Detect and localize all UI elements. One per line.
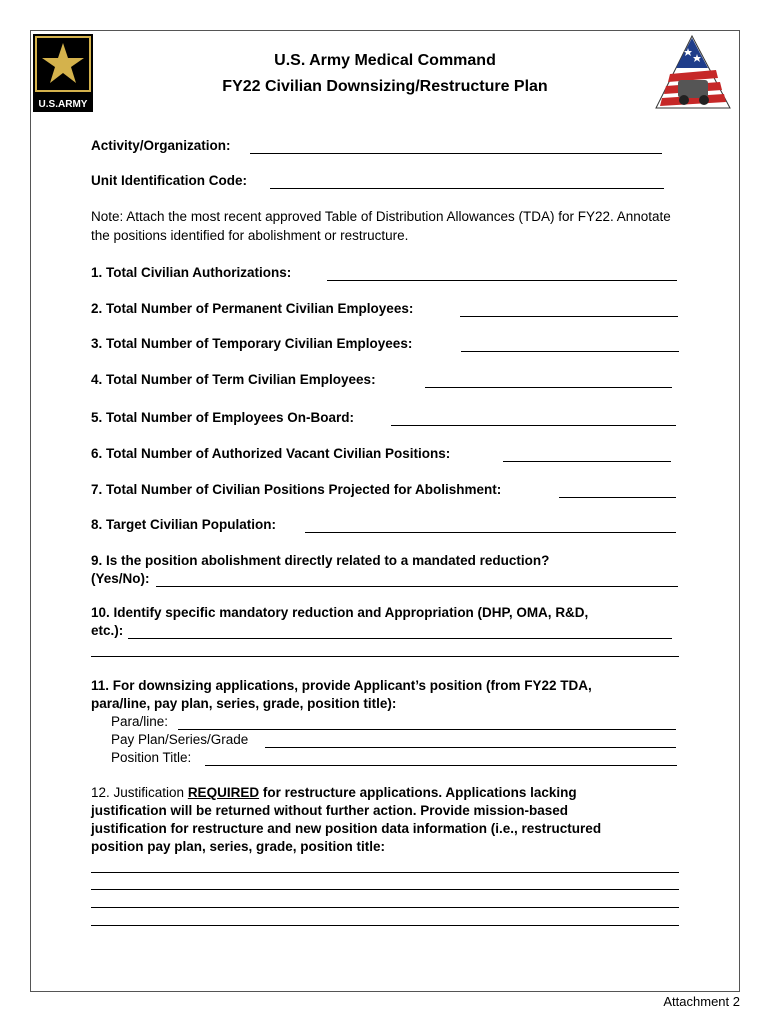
- army-logo-text: U.S.ARMY: [38, 99, 88, 110]
- required-text: REQUIRED: [187, 785, 260, 800]
- para-line-field[interactable]: [178, 729, 676, 730]
- pay-plan-field[interactable]: [265, 747, 676, 748]
- q12-number: 12. Justification: [91, 785, 188, 800]
- q10-question: 10. Identify specific mandatory reduction and Appropriation (DHP, OMA, R&D,: [91, 605, 589, 620]
- item-1-field[interactable]: [327, 280, 677, 281]
- attachment-label: Attachment 2: [663, 994, 740, 1009]
- item-2-field[interactable]: [460, 316, 678, 317]
- q12-field-1[interactable]: [91, 872, 679, 873]
- item-8-label: 8. Target Civilian Population:: [91, 517, 277, 532]
- item-8-field[interactable]: [305, 532, 676, 533]
- item-6-label: 6. Total Number of Authorized Vacant Civilian Positions:: [91, 446, 451, 461]
- item-3-label: 3. Total Number of Temporary Civilian Employees:: [91, 336, 413, 351]
- q9-question: 9. Is the position abolishment directly related to a mandated reduction?: [91, 553, 550, 568]
- item-7-label: 7. Total Number of Civilian Positions Projected for Abolishment:: [91, 482, 502, 497]
- q12-line-1: [91, 785, 577, 800]
- q12-line-3: justification for restructure and new position data information (i.e., restructured: [91, 821, 602, 836]
- q9-yes-no-label: (Yes/No):: [91, 571, 150, 586]
- army-star-logo-icon: [33, 34, 93, 114]
- item-4-label: 4. Total Number of Term Civilian Employees:: [91, 372, 376, 387]
- q10-field-1[interactable]: [128, 638, 672, 639]
- q12-line-4: position pay plan, series, grade, position title:: [91, 839, 386, 854]
- page-title: U.S. Army Medical Command: [274, 52, 496, 69]
- note-text: Note: Attach the most recent approved Table of Distribution Allowances (TDA) for FY22. Annotate the positions identified for abolishment or restructure.: [91, 209, 671, 243]
- item-5-field[interactable]: [391, 425, 676, 426]
- q12-line-2: justification will be returned without further action. Provide mission-based: [91, 803, 569, 818]
- item-2-label: 2. Total Number of Permanent Civilian Employees:: [91, 301, 414, 316]
- para-line-label: Para/line:: [111, 714, 169, 729]
- position-title-label: Position Title:: [111, 750, 192, 765]
- activity-label: Activity/Organization:: [91, 138, 231, 153]
- q12-field-3[interactable]: [91, 907, 679, 908]
- q9-field[interactable]: [156, 586, 678, 587]
- page-subtitle: FY22 Civilian Downsizing/Restructure Plan: [222, 78, 548, 95]
- q11-question: 11. For downsizing applications, provide Applicant’s position (from FY22 TDA,: [91, 678, 592, 693]
- uic-label: Unit Identification Code:: [91, 173, 247, 188]
- item-3-field[interactable]: [461, 351, 679, 352]
- q12-field-4[interactable]: [91, 925, 679, 926]
- q11-question-cont: para/line, pay plan, series, grade, position title):: [91, 696, 397, 711]
- q12-field-2[interactable]: [91, 889, 679, 890]
- medical-command-flag-emblem-icon: [652, 34, 732, 114]
- item-4-field[interactable]: [425, 387, 672, 388]
- uic-field[interactable]: [270, 188, 664, 189]
- q10-etc-label: etc.):: [91, 623, 124, 638]
- activity-field[interactable]: [250, 153, 662, 154]
- q12-line-1-rest: for restructure applications. Applications lacking: [259, 785, 577, 800]
- pay-plan-label: Pay Plan/Series/Grade: [111, 732, 249, 747]
- item-6-field[interactable]: [503, 461, 671, 462]
- item-5-label: 5. Total Number of Employees On-Board:: [91, 410, 355, 425]
- item-1-label: 1. Total Civilian Authorizations:: [91, 265, 292, 280]
- q10-field-2[interactable]: [91, 656, 679, 657]
- position-title-field[interactable]: [205, 765, 677, 766]
- item-7-field[interactable]: [559, 497, 676, 498]
